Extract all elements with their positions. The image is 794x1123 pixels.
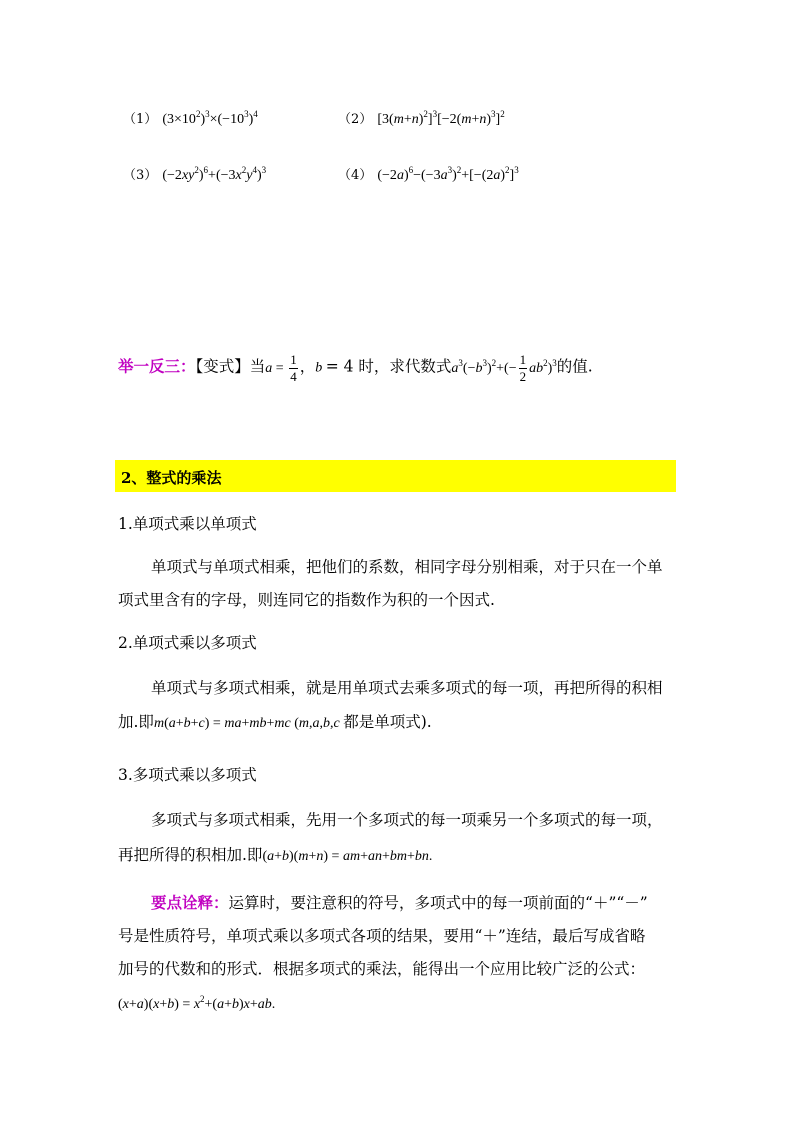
subsection-2-line-1: 单项式与多项式相乘，就是用单项式去乘多项式的每一项，再把所得的积相 bbox=[151, 679, 663, 697]
variant-end: 的值. bbox=[556, 357, 593, 376]
problem-4-label: （4） bbox=[338, 168, 373, 183]
variant-b-var: b bbox=[315, 360, 323, 376]
subsection-2-line-2 bbox=[118, 710, 432, 732]
subsection-2-formula: m(a+b+c) = ma+mb+mc (m,a,b,c bbox=[153, 716, 340, 731]
subsection-1-line-1: 单项式与单项式相乘，把他们的系数，相同字母分别相乘，对于只在一个单 bbox=[151, 558, 663, 576]
variant-sep: ， bbox=[299, 357, 316, 376]
problem-3-label: （3） bbox=[123, 168, 158, 183]
subsection-3-formula: (a+b)(m+n) = am+an+bm+bn. bbox=[262, 849, 433, 864]
variant-prefix: 举一反三： bbox=[118, 356, 196, 376]
keypoint-line-2: 号是性质符号，单项式乘以多项式各项的结果，要用“＋”连结，最后写成省略 bbox=[118, 927, 646, 945]
subsection-1-line-2: 项式里含有的字母，则连同它的指数作为积的一个因式. bbox=[118, 591, 495, 609]
section-title: 2、整式的乘法 bbox=[121, 469, 222, 487]
keypoint-line-3: 加号的代数和的形式．根据多项式的乘法，能得出一个应用比较广泛的公式： bbox=[118, 960, 646, 978]
subsection-1-title: 1.单项式乘以单项式 bbox=[118, 515, 257, 533]
subsection-3-line-1: 多项式与多项式相乘，先用一个多项式的每一项乘另一个多项式的每一项， bbox=[151, 811, 663, 829]
section-banner bbox=[115, 460, 676, 492]
variant-exercise bbox=[118, 352, 593, 385]
subsection-3-line-2 bbox=[118, 843, 432, 865]
subsection-2-line-2-suffix: 都是单项式). bbox=[343, 713, 432, 731]
problem-2-expression: $[3(m+n)^2]^3[-2(m+n)^3]^2$ bbox=[377, 109, 505, 127]
keypoint-line-1 bbox=[151, 891, 648, 913]
problem-1-label: （1） bbox=[123, 112, 158, 127]
problem-1-expression: $(3\times 10^2)^3\times(-10^3)^4$ bbox=[162, 109, 258, 127]
variant-b-condition: = 4 时，求代数式 bbox=[325, 357, 452, 376]
problem-2 bbox=[338, 108, 505, 128]
problem-4-expression: $(-2a)^6-(-3a^3)^2+[-(2a)^2]^3$ bbox=[377, 165, 519, 183]
problem-3-expression: $(-2xy^2)^6+(-3x^2y^4)^3$ bbox=[162, 165, 267, 183]
problem-3 bbox=[123, 164, 266, 184]
problem-2-label: （2） bbox=[338, 112, 373, 127]
subsection-2-title: 2.单项式乘以多项式 bbox=[118, 634, 257, 652]
variant-tag: 【变式】当 bbox=[195, 357, 266, 376]
subsection-2-line-2-prefix: 加.即 bbox=[118, 713, 154, 731]
subsection-3-title: 3.多项式乘以多项式 bbox=[118, 766, 257, 784]
subsection-3-line-2-prefix: 再把所得的积相加.即 bbox=[118, 846, 263, 864]
variant-a-condition: a = $\frac{1}{4}$ bbox=[265, 352, 297, 384]
keypoint-line-1-text: 运算时，要注意积的符号，多项式中的每一项前面的“＋”“－” bbox=[228, 894, 648, 912]
variant-expression: $a^3(-b^3)^2+(-$ $\frac{1}{2}$ $ab^2)^3$ bbox=[451, 352, 557, 384]
problem-4 bbox=[338, 164, 519, 184]
keypoint-formula-expression: $(x+a)(x+b) = x^2+(a+b)x+ab$. bbox=[118, 994, 276, 1012]
keypoint-formula bbox=[118, 993, 275, 1013]
problem-1 bbox=[123, 108, 258, 128]
keypoint-label: 要点诠释： bbox=[151, 893, 229, 912]
